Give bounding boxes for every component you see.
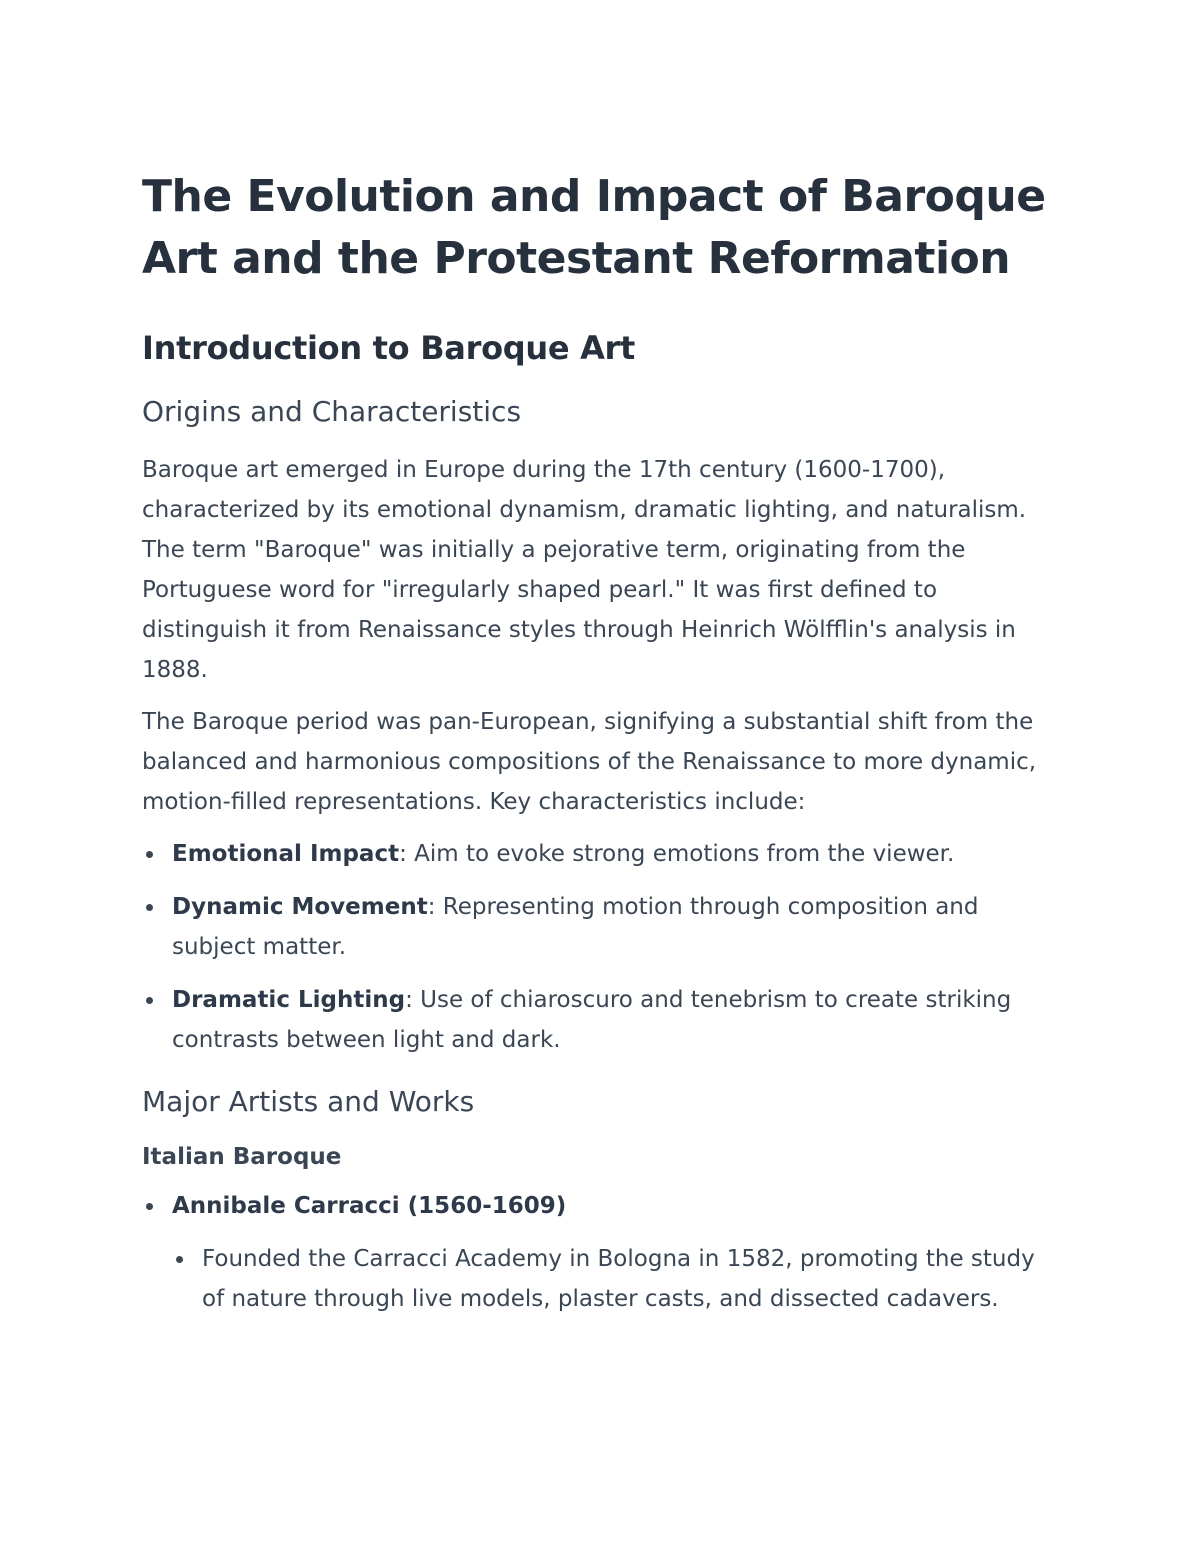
list-item — [142, 1186, 1060, 1319]
list-item — [142, 834, 1060, 874]
artists-list — [142, 1186, 1060, 1319]
list-item-text: : Representing motion through composition and subject matter. — [172, 894, 979, 960]
characteristics-list — [142, 834, 1060, 1060]
subsection-heading-artists: Major Artists and Works — [142, 1085, 475, 1118]
subsection-heading-origins: Origins and Characteristics — [142, 395, 522, 428]
list-item-text: : Use of chiaroscuro and tenebrism to create striking contrasts between light and dark. — [172, 987, 1012, 1053]
document-title: The Evolution and Impact of Baroque Art and the Protestant Reformation — [142, 171, 1046, 284]
subsubsection-heading-italian: Italian Baroque — [142, 1144, 342, 1170]
artist-details-list — [172, 1239, 1060, 1319]
list-item-term: Dynamic Movement — [172, 894, 428, 920]
artist-name: Annibale Carracci (1560-1609) — [172, 1193, 567, 1219]
section-heading-intro: Introduction to Baroque Art — [142, 329, 636, 367]
list-item — [142, 887, 1060, 967]
list-item: Founded the Carracci Academy in Bologna in 1582, promoting the study of nature through live models, plaster casts, and dissected cadavers. — [172, 1239, 1060, 1319]
list-item-text: : Aim to evoke strong emotions from the viewer. — [399, 841, 955, 867]
list-item-term: Emotional Impact — [172, 841, 400, 867]
origins-paragraph-2: The Baroque period was pan-European, signifying a substantial shift from the balanced and harmonious compositions of the Renaissance to more dynamic, motion-filled representations. Key characteristics include: — [142, 709, 1037, 815]
list-item-term: Dramatic Lighting — [172, 987, 406, 1013]
list-item — [142, 980, 1060, 1060]
origins-paragraph-1: Baroque art emerged in Europe during the 17th century (1600-1700), characterized by its emotional dynamism, dramatic lighting, and naturalism. The term "Baroque" was initially a pejorative term, originating from the Portuguese word for "irregularly shaped pearl." It was first defined to distinguish it from Renaissance styles through Heinrich Wölfflin's analysis in 1888. — [142, 457, 1027, 683]
